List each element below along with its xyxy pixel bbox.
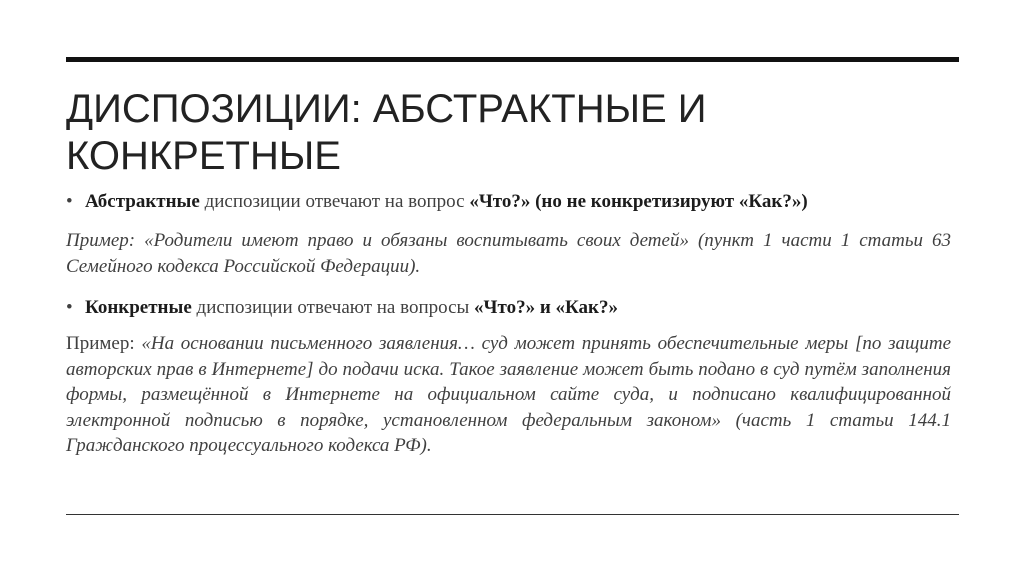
- bullet-bold-tail: «Что?» и «Как?»: [474, 297, 618, 318]
- slide-body: [66, 190, 951, 459]
- bullet-concrete: [66, 296, 951, 320]
- top-divider: [66, 57, 959, 62]
- bullet-marker: •: [66, 191, 73, 212]
- bullet-bold-tail: «Что?» (но не конкретизируют «Как?»): [469, 191, 808, 212]
- example-label: Пример:: [66, 333, 142, 354]
- term-abstract: Абстрактные: [85, 191, 200, 212]
- bottom-divider: [66, 514, 959, 515]
- term-concrete: Конкретные: [85, 297, 192, 318]
- example-concrete: [66, 331, 951, 459]
- example-abstract-text: Пример: «Родители имеют право и обязаны воспитывать своих детей» (пункт 1 части 1 статьи 63 Семейного кодекса Российской Федерации).: [66, 230, 951, 277]
- bullet-marker: •: [66, 297, 73, 318]
- bullet-plain-text: диспозиции отвечают на вопросы: [191, 297, 475, 318]
- slide-title: ДИСПОЗИЦИИ: АБСТРАКТНЫЕ И КОНКРЕТНЫЕ: [66, 87, 707, 178]
- example-concrete-text: «На основании письменного заявления… суд может принять обеспечительные меры [по защите авторских прав в Интернете] до подачи иска. Такое заявление может быть подано в суд путём заполнения формы, размещённой в Интернете на официальном сайте суда, и подписано квалифицированной электронной подписью в порядке, установленном федеральным законом» (часть 1 статьи 144.1 Гражданского процессуального кодекса РФ).: [66, 333, 951, 456]
- bullet-text: [85, 296, 618, 320]
- bullet-text: [85, 190, 808, 214]
- bullet-plain-text: диспозиции отвечают на вопрос: [199, 191, 470, 212]
- bullet-abstract: [66, 190, 951, 214]
- example-abstract: [66, 228, 951, 279]
